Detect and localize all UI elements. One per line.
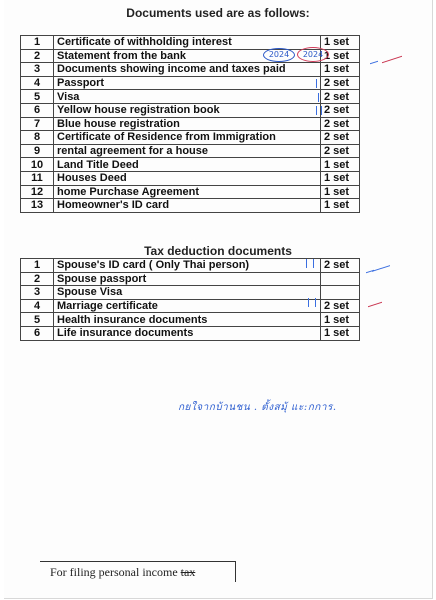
table-row [21, 199, 407, 213]
quantity: 2 set [321, 117, 360, 131]
check-column [360, 286, 407, 300]
quantity: 2 set [321, 90, 360, 104]
check-column [360, 36, 407, 50]
check-column [360, 117, 407, 131]
document-name: Spouse's ID card ( Only Thai person) [54, 259, 321, 273]
check-column [360, 103, 407, 117]
row-number: 7 [21, 117, 54, 131]
document-name: home Purchase Agreement [54, 185, 321, 199]
check-column [360, 326, 407, 340]
document-name: Yellow house registration book [54, 103, 321, 117]
document-name: Houses Deed [54, 171, 321, 185]
table-row [21, 286, 407, 300]
quantity: 1 set [321, 36, 360, 50]
check-column [360, 90, 407, 104]
check-column [360, 185, 407, 199]
document-name: Land Title Deed [54, 158, 321, 172]
row-number: 1 [21, 36, 54, 50]
check-column [360, 313, 407, 327]
row-number: 6 [21, 103, 54, 117]
quantity: 2 set [321, 259, 360, 273]
table-row [21, 272, 407, 286]
table-row [21, 131, 407, 145]
handwritten-tick-mark [321, 106, 322, 115]
check-column [360, 144, 407, 158]
deductions-table [20, 258, 406, 341]
table-row [21, 313, 407, 327]
document-name: Life insurance documents [54, 326, 321, 340]
documents-heading: Documents used are as follows: [126, 6, 310, 20]
handwritten-tick-mark [316, 79, 317, 88]
table-row [21, 103, 407, 117]
handwritten-tick-mark [306, 259, 307, 268]
quantity: 1 set [321, 158, 360, 172]
document-name: Certificate of Residence from Immigration [54, 131, 321, 145]
document-name: Documents showing income and taxes paid [54, 63, 321, 77]
footer-text: For filing personal income [50, 565, 181, 579]
row-number: 9 [21, 144, 54, 158]
table-row [21, 49, 407, 63]
document-name: rental agreement for a house [54, 144, 321, 158]
check-column [360, 76, 407, 90]
check-column [360, 272, 407, 286]
quantity [321, 272, 360, 286]
row-number: 5 [21, 313, 54, 327]
footer-struck-text: tax [180, 565, 196, 579]
table-row [21, 299, 407, 313]
document-name: Visa [54, 90, 321, 104]
table-row [21, 158, 407, 172]
table-row [21, 36, 407, 50]
check-column [360, 63, 407, 77]
handwritten-year-circle-red: 2024 [297, 47, 329, 62]
quantity: 2 set [321, 103, 360, 117]
handwritten-tick-mark [313, 259, 314, 268]
quantity: 1 set [321, 313, 360, 327]
row-number: 6 [21, 326, 54, 340]
quantity: 1 set [321, 49, 360, 63]
handwritten-tick-mark [318, 93, 319, 102]
table-row [21, 90, 407, 104]
row-number: 13 [21, 199, 54, 213]
quantity: 1 set [321, 63, 360, 77]
quantity: 2 set [321, 131, 360, 145]
row-number: 5 [21, 90, 54, 104]
check-column [360, 171, 407, 185]
row-number: 1 [21, 259, 54, 273]
document-name: Statement from the bank [54, 49, 321, 63]
deductions-table-body [21, 259, 407, 341]
row-number: 4 [21, 76, 54, 90]
table-row [21, 259, 407, 273]
check-column [360, 199, 407, 213]
row-number: 12 [21, 185, 54, 199]
quantity: 1 set [321, 199, 360, 213]
quantity: 2 set [321, 76, 360, 90]
row-number: 2 [21, 49, 54, 63]
table-row [21, 63, 407, 77]
handwritten-tick-mark [308, 298, 309, 307]
table-row [21, 76, 407, 90]
table-row [21, 185, 407, 199]
row-number: 4 [21, 299, 54, 313]
document-name: Spouse passport [54, 272, 321, 286]
documents-table [20, 35, 406, 213]
document-name: Spouse Visa [54, 286, 321, 300]
row-number: 10 [21, 158, 54, 172]
deductions-heading: Tax deduction documents [144, 244, 292, 258]
check-column [360, 131, 407, 145]
table-row [21, 144, 407, 158]
check-column [360, 158, 407, 172]
document-name: Blue house registration [54, 117, 321, 131]
table-row [21, 117, 407, 131]
document-name: Marriage certificate [54, 299, 321, 313]
document-name: Homeowner's ID card [54, 199, 321, 213]
quantity: 1 set [321, 185, 360, 199]
quantity: 2 set [321, 299, 360, 313]
quantity: 1 set [321, 326, 360, 340]
quantity [321, 286, 360, 300]
handwritten-thai-note: กยใจากบ้านชน . ตั้งสมุ้ แะ:กการ. [178, 402, 337, 413]
row-number: 3 [21, 286, 54, 300]
row-number: 2 [21, 272, 54, 286]
row-number: 11 [21, 171, 54, 185]
quantity: 2 set [321, 144, 360, 158]
document-name: Health insurance documents [54, 313, 321, 327]
documents-table-body [21, 36, 407, 213]
check-column [360, 299, 407, 313]
document-name: Passport [54, 76, 321, 90]
document-name: Certificate of withholding interest [54, 36, 321, 50]
handwritten-year-circle-blue: 2024 [263, 48, 295, 62]
handwritten-tick-mark [316, 106, 317, 115]
row-number: 3 [21, 63, 54, 77]
handwritten-tick-mark [315, 298, 316, 307]
quantity: 1 set [321, 171, 360, 185]
table-row [21, 326, 407, 340]
row-number: 8 [21, 131, 54, 145]
footer-label [40, 561, 236, 582]
table-row [21, 171, 407, 185]
